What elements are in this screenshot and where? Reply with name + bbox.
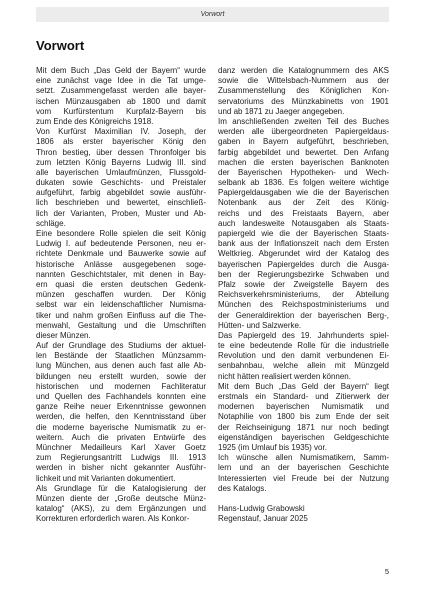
- text-line: sowie die Wittelsbach-Nummern aus der: [218, 76, 389, 86]
- text-line: setzt. Zusammengefasst werden alle bayer-: [36, 86, 206, 96]
- text-line: richtete Denkmale und Bauwerke sowie auf: [36, 249, 206, 259]
- text-line: vom Kurfürstentum Kurpfalz-Bayern bis: [36, 106, 206, 116]
- text-line: bank aus der Inflationszeit nach dem Ersten: [218, 239, 389, 249]
- text-line: münzen geschaffen wurden. Der König: [36, 290, 206, 300]
- text-line: Von Kurfürst Maximilian IV. Joseph, der: [36, 127, 206, 137]
- text-line: danz werden die Katalognummern des AKS: [218, 66, 389, 75]
- text-line: farbig abgebildet und bewertet. Den Anfang: [218, 147, 389, 157]
- text-line: Mit dem Buch „Das Geld der Bayern“ liegt: [218, 381, 389, 391]
- text-line: Ich wünsche allen Numismatikern, Samm-: [218, 453, 389, 463]
- text-line: katalog“ (AKS), zu dem Ergänzungen und: [36, 504, 206, 514]
- text-line: Münzen diente der „Große deutsche Münz-: [36, 493, 206, 503]
- text-line: Das Papiergeld des 19. Jahrhunderts spiel-: [218, 330, 389, 340]
- text-line: historische Anlässe ausgegebenen soge-: [36, 259, 206, 269]
- text-line: len Bestände der Staatlichen Münzsamm-: [36, 351, 206, 361]
- text-line: des Katalogs.: [218, 483, 267, 493]
- text-line: werden alle übergeordneten Papiergeldaus-: [218, 127, 389, 137]
- text-line: der Reichseinigung 1871 nur noch bedingt: [218, 422, 389, 432]
- text-line: Weltkrieg. Abgerundet wird der Katalog des: [218, 249, 389, 259]
- text-line: nicht hätten realisiert werden können.: [218, 371, 351, 381]
- text-line: bayerischen Papiergeldes durch die Ausga-: [218, 259, 389, 269]
- text-line: aufgeführt, farbig abgebildet sowie ausführ-: [36, 188, 206, 198]
- text-line: menwahl, Gestaltung und die Umschriften: [36, 320, 206, 330]
- left-text-column: [36, 66, 206, 524]
- text-line: Auf der Grundlage des Studiums der aktuel-: [36, 341, 206, 351]
- text-line: tiker und nahm großen Einfluss auf die The-: [36, 310, 206, 320]
- text-line: lichkeit und mit Varianten dokumentiert.: [36, 473, 176, 483]
- text-line: modernen bayerischen Numismatik und: [218, 402, 389, 412]
- text-line: Interessierten viel Freude bei der Nutzung: [218, 473, 389, 483]
- text-line: ganze Reihe neuer Erkenntnisse gewonnen: [36, 402, 206, 412]
- right-text-column: [218, 66, 389, 524]
- text-line: der Bayerischen Hypotheken- und Wech-: [218, 167, 389, 177]
- text-line: Revolution und den damit verbundenen Ei-: [218, 351, 389, 361]
- text-line: und ab 1871 zu Jaeger angegeben.: [218, 106, 345, 116]
- text-line: Notenbank aus der Zeit des König-: [218, 198, 389, 208]
- text-line: schläge.: [36, 218, 66, 228]
- text-line: lung München, aus denen auch fast alle Ab-: [36, 361, 206, 371]
- text-line: reichs und des Freistaats Bayern, aber: [218, 208, 389, 218]
- text-line: Mit dem Buch „Das Geld der Bayern“ wurde: [36, 66, 206, 75]
- text-line: zum Ende des Königreichs 1918.: [36, 116, 154, 126]
- text-line: nannten Geschichtstaler, mit denen in Bay-: [36, 269, 206, 279]
- text-line: bildungen neu erstellt wurden, sowie der: [36, 371, 206, 381]
- text-line: papiergeld wie die der Bayerischen Staats-: [218, 229, 389, 238]
- text-line: selbst war ein leidenschaftlicher Numisma-: [36, 300, 206, 310]
- text-line: lich der Varianten, Proben, Muster und Ab-: [36, 208, 206, 218]
- chapter-heading: Vorwort: [36, 38, 85, 53]
- text-line: Als Grundlage für die Katalogisierung der: [36, 483, 206, 493]
- text-line: Notaphilie von 1800 bis zum Ende der seit: [218, 412, 389, 422]
- text-line: Hans-Ludwig Grabowski: [218, 504, 305, 514]
- text-line: der Generaldirektion der bayerischen Berg-,: [218, 310, 389, 320]
- text-line: 1925 (im Umlauf bis 1935) vor.: [218, 442, 327, 452]
- text-line: Pfalz sowie der Zweigstelle Bayern des: [218, 279, 389, 289]
- text-line: Korrekturen erforderlich waren. Als Konkor-: [36, 514, 190, 524]
- text-line: Im anschließenden zweiten Teil des Buches: [218, 116, 389, 126]
- text-line: auch landesweite Notausgaben als Staats-: [218, 218, 389, 228]
- text-line: Ludwig I. auf bedeutende Personen, neu er-: [36, 239, 206, 249]
- page-number: 5: [384, 567, 389, 576]
- text-line: dukaten sowie Geschichts- und Preistaler: [36, 178, 206, 188]
- text-line: Eine besondere Rolle spielen die seit König: [36, 229, 206, 238]
- text-line: [218, 494, 389, 504]
- text-line: Regenstauf, Januar 2025: [218, 514, 308, 524]
- text-line: ben der Regierungsbezirke Schwaben und: [218, 269, 389, 279]
- text-line: und Quellen des Fachhandels konnten eine: [36, 392, 206, 401]
- text-line: Thron bestieg, über dessen Thronfolger bis: [36, 147, 206, 157]
- text-line: werden, die helfen, den Kenntnisstand über: [36, 412, 206, 422]
- text-line: weitern. Auch die privaten Entwürfe des: [36, 432, 206, 442]
- text-line: ischen Münzausgaben ab 1800 und damit: [36, 96, 206, 106]
- text-line: lich beschrieben und bewertet, einschließ-: [36, 198, 206, 208]
- text-line: lern und an der bayerischen Geschichte: [218, 463, 389, 473]
- running-header: Vorwort: [36, 7, 389, 22]
- text-line: dieser Münzen.: [36, 330, 91, 340]
- text-line: werden in bisher nicht gekannter Ausführ-: [36, 463, 206, 473]
- text-line: historischen und modernen Fachliteratur: [36, 381, 206, 391]
- text-line: Papiergeldausgaben wie die der Bayerischen: [218, 188, 389, 198]
- text-line: zum letzten König Bayerns Ludwig III. sind: [36, 157, 206, 167]
- text-line: gaben in Bayern aufgeführt, beschrieben,: [218, 137, 389, 147]
- text-line: Reichsverkehrsministeriums, der Abteilung: [218, 290, 389, 300]
- text-line: Münchner Medailleurs Karl Xaver Goetz: [36, 442, 206, 452]
- text-line: eigenständigen bayerischen Geldgeschichte: [218, 432, 389, 442]
- text-line: erstmals ein Standard- und Zitierwerk der: [218, 392, 389, 401]
- text-line: 1806 als erster bayerischer König den: [36, 137, 206, 147]
- text-line: senbahnbau, welche allein mit Münzgeld: [218, 361, 389, 371]
- text-line: zum Regierungsantritt Ludwigs III. 1913: [36, 453, 206, 463]
- text-line: te eine bedeutende Rolle für die industrielle: [218, 341, 389, 351]
- text-line: Zusammenstellung des Königlichen Kon-: [218, 86, 389, 96]
- text-line: München des Reichspostministeriums und: [218, 300, 389, 310]
- text-line: Hütten- und Salzwerke.: [218, 320, 302, 330]
- text-line: ern quasi die ersten deutschen Gedenk-: [36, 279, 206, 289]
- text-line: eine zunächst vage Idee in die Tat umge-: [36, 76, 206, 86]
- text-line: machen die ersten bayerischen Banknoten: [218, 157, 389, 167]
- text-line: servatoriums des Münzkabinetts von 1901: [218, 96, 389, 106]
- text-line: selbank ab 1836. Es folgen weitere wichtige: [218, 178, 389, 188]
- text-line: alle bayerischen Umlaufmünzen, Flussgold-: [36, 167, 206, 177]
- text-line: die moderne bayerische Numismatik zu er-: [36, 422, 206, 432]
